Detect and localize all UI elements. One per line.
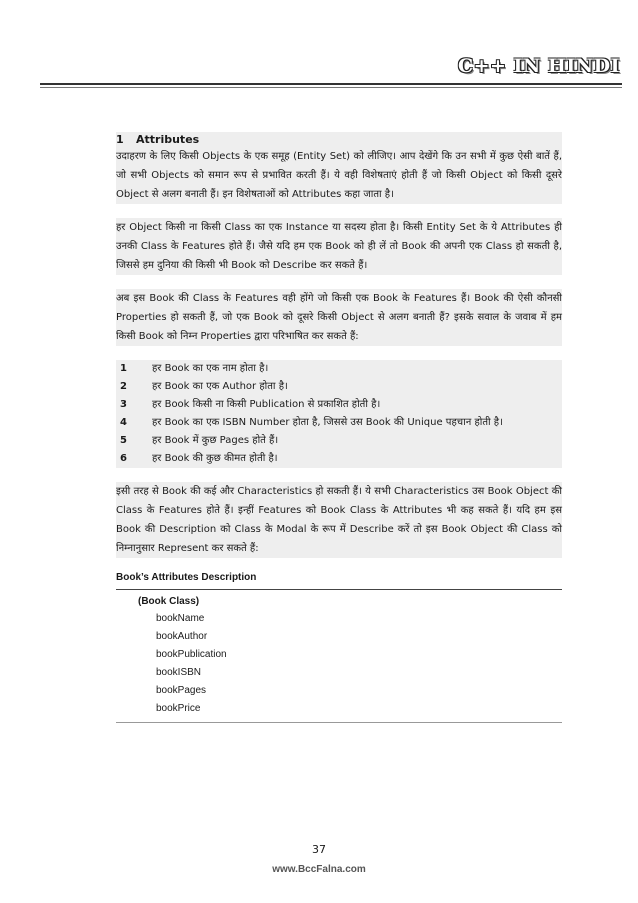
- section-title: Attributes: [136, 133, 200, 146]
- page-header-title: C++ IN HINDI: [457, 55, 620, 77]
- attributes-class-label: (Book Class): [138, 596, 200, 607]
- list-item-number: 4: [120, 417, 127, 428]
- list-item: [116, 378, 562, 396]
- list-item-number: 1: [120, 363, 127, 374]
- attribute-field: bookName: [156, 613, 205, 624]
- attribute-field: bookISBN: [156, 667, 202, 678]
- page-number: 37: [312, 843, 326, 856]
- list-item-text: हर Book किसी ना किसी Publication से प्रकाशित होती है।: [152, 399, 381, 410]
- list-item-number: 2: [120, 381, 127, 392]
- list-item-text: हर Book में कुछ Pages होते हैं।: [152, 435, 279, 446]
- list-item-text: हर Book की कुछ कीमत होती है।: [152, 453, 278, 464]
- attribute-field: bookAuthor: [156, 631, 208, 642]
- list-item-number: 3: [120, 399, 127, 410]
- attribute-field: bookPrice: [156, 703, 201, 714]
- list-item-number: 6: [120, 453, 127, 464]
- section-number: 1: [116, 133, 124, 146]
- book-properties-list: [116, 360, 562, 468]
- list-item-text: हर Book का एक नाम होता है।: [152, 363, 269, 374]
- header-rule-thin: [40, 87, 622, 88]
- list-item: [116, 432, 562, 450]
- list-item: [116, 360, 562, 378]
- paragraph-3: अब इस Book की Class के Features वही होंगे जो किसी एक Book के Features हैं। Book की ऐसी कौनसी Properties हो सकती हैं, जो एक Book को दूसरे किसी Object से अलग बनाती हैं? इसके सवाल के जवाब में हम किसी Book को निम्न Properties द्वारा परिभाषित कर सकते हैं:: [116, 289, 562, 346]
- page-content: [116, 132, 562, 723]
- attribute-field: bookPublication: [156, 649, 227, 660]
- attributes-bottom-rule: [116, 722, 562, 723]
- list-item: [116, 450, 562, 468]
- attributes-title: Book’s Attributes Description: [116, 572, 257, 583]
- attributes-field-list: [116, 610, 562, 718]
- paragraph-2: हर Object किसी ना किसी Class का एक Instance या सदस्य होता है। किसी Entity Set के ये Attributes ही उनकी Class के Features होते हैं। जैसे यदि हम एक Book को ही लें तो Book की अपनी एक Class हो सकती है, जिससे हम दुनिया की किसी भी Book को Describe कर सकते हैं।: [116, 218, 562, 275]
- list-item-text: हर Book का एक ISBN Number होता है, जिससे उस Book की Unique पहचान होती है।: [152, 417, 503, 428]
- list-item-text: हर Book का एक Author होता है।: [152, 381, 288, 392]
- list-item: [116, 414, 562, 432]
- paragraph-4: इसी तरह से Book की कई और Characteristics हो सकती हैं। ये सभी Characteristics उस Book Object की Class के Features होते हैं। इन्हीं Features को Book Class के Attributes भी कह सकते हैं। यदि हम इस Book की Description को Class के Modal के रूप में Describe करें तो इस Book Object की Class को निम्नानुसार Represent कर सकते हैं:: [116, 482, 562, 558]
- list-item-number: 5: [120, 435, 127, 446]
- section-heading: [116, 132, 562, 147]
- attributes-top-rule: [116, 589, 562, 590]
- paragraph-1: उदाहरण के लिए किसी Objects के एक समूह (Entity Set) को लीजिए। आप देखेंगे कि उन सभी में कुछ ऐसी बातें हैं, जो सभी Objects को समान रूप से प्रभावित करती हैं। ये वही विशेषताएं होती हैं जो किसी Object को किसी दूसरे Object से अलग बनाती हैं। इन विशेषताओं को Attributes कहा जाता है।: [116, 147, 562, 204]
- list-item: [116, 396, 562, 414]
- header-rule: [40, 83, 622, 85]
- footer-website: www.BccFalna.com: [272, 864, 366, 875]
- attribute-field: bookPages: [156, 685, 207, 696]
